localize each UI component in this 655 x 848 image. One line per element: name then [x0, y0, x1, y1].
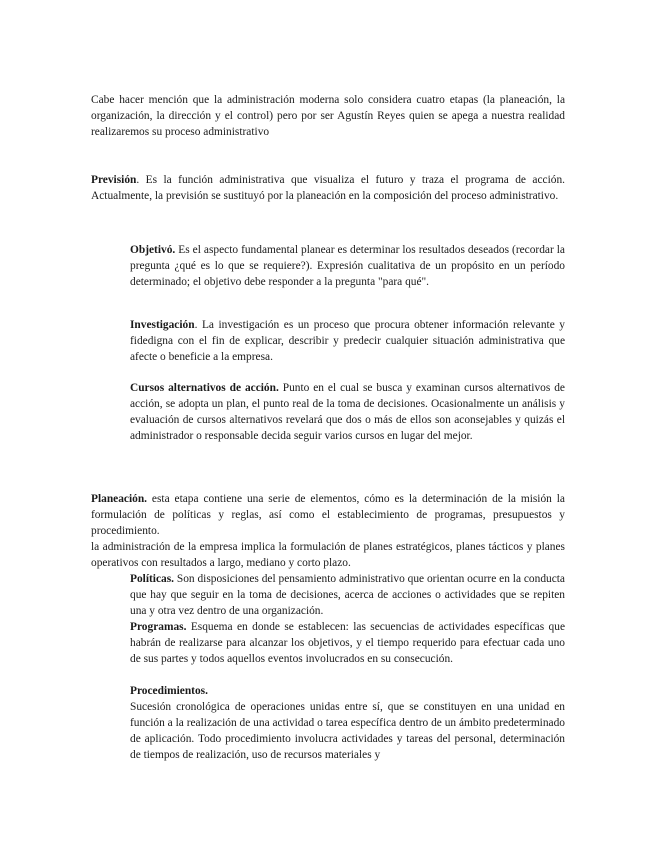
- cursos-paragraph: [130, 380, 565, 444]
- politicas-text: Son disposiciones del pensamiento administrativo que orientan ocurre en la conducta que hay que seguir en la toma de decisiones, acerca de acciones o actividades que se repiten una y otra vez dentro de una organización.: [130, 573, 565, 617]
- politicas-paragraph: [130, 571, 565, 619]
- prevision-paragraph: [91, 172, 565, 204]
- programas-term: Programas.: [130, 621, 187, 633]
- politicas-term: Políticas.: [130, 573, 174, 585]
- objetivo-term: Objetivó.: [130, 244, 176, 256]
- objetivo-text: Es el aspecto fundamental planear es determinar los resultados deseados (recordar la pregunta ¿qué es lo que se requiere?). Expresión cualitativa de un propósito en un período determinado; el objetivo debe responder a la pregunta "para qué".: [130, 244, 565, 288]
- programas-text: Esquema en donde se establecen: las secuencias de actividades específicas que habrán de realizarse para alcanzar los objetivos, y el tiempo requerido para efectuar cada uno de sus partes y todos aquellos eventos involucrados en su consecución.: [130, 621, 565, 665]
- planeacion-text-2: la administración de la empresa implica la formulación de planes estratégicos, planes tácticos y planes operativos con resultados a largo, mediano y corto plazo.: [91, 541, 565, 569]
- procedimientos-paragraph: Sucesión cronológica de operaciones unidas entre sí, que se constituyen en una unidad en función a la realización de una actividad o tarea específica dentro de un ámbito predeterminado de aplicación. Todo procedimiento involucra actividades y tareas del personal, determinación de tiempos de realización, uso de recursos materiales y: [130, 701, 565, 761]
- intro-paragraph: Cabe hacer mención que la administración moderna solo considera cuatro etapas (la planeación, la organización, la dirección y el control) pero por ser Agustín Reyes quien se apega a nuestra realidad realizaremos su proceso administrativo: [91, 94, 565, 138]
- objetivo-paragraph: [130, 242, 565, 290]
- cursos-text: Punto en el cual se busca y examinan cursos alternativos de acción, se adopta un plan, el punto real de la toma de decisiones. Ocasionalmente un análisis y evaluación de cursos alternativos revelará que dos o más de ellos son aconsejables y quizás el administrador o responsable decida seguir varios cursos en lugar del mejor.: [130, 382, 565, 442]
- planeacion-paragraph: [91, 491, 565, 571]
- procedimientos-term: Procedimientos.: [130, 685, 208, 697]
- procedimientos-heading: [130, 683, 565, 699]
- planeacion-term: Planeación.: [91, 493, 148, 505]
- programas-paragraph: [130, 619, 565, 667]
- investigacion-text: . La investigación es un proceso que procura obtener información relevante y fidedigna con el fin de explicar, describir y predecir cualquier situación administrativa que afecte o beneficie a la empresa.: [130, 319, 565, 363]
- cursos-term: Cursos alternativos de acción.: [130, 382, 279, 394]
- prevision-term: Previsión: [91, 174, 137, 186]
- investigacion-term: Investigación: [130, 319, 195, 331]
- investigacion-paragraph: [130, 317, 565, 365]
- prevision-text: . Es la función administrativa que visualiza el futuro y traza el programa de acción. Actualmente, la previsión se sustituyó por la planeación en la composición del proceso administrativo.: [91, 174, 565, 202]
- planeacion-text: esta etapa contiene una serie de elementos, cómo es la determinación de la misión la formulación de políticas y reglas, así como el establecimiento de programas, presupuestos y procedimiento.: [91, 493, 565, 537]
